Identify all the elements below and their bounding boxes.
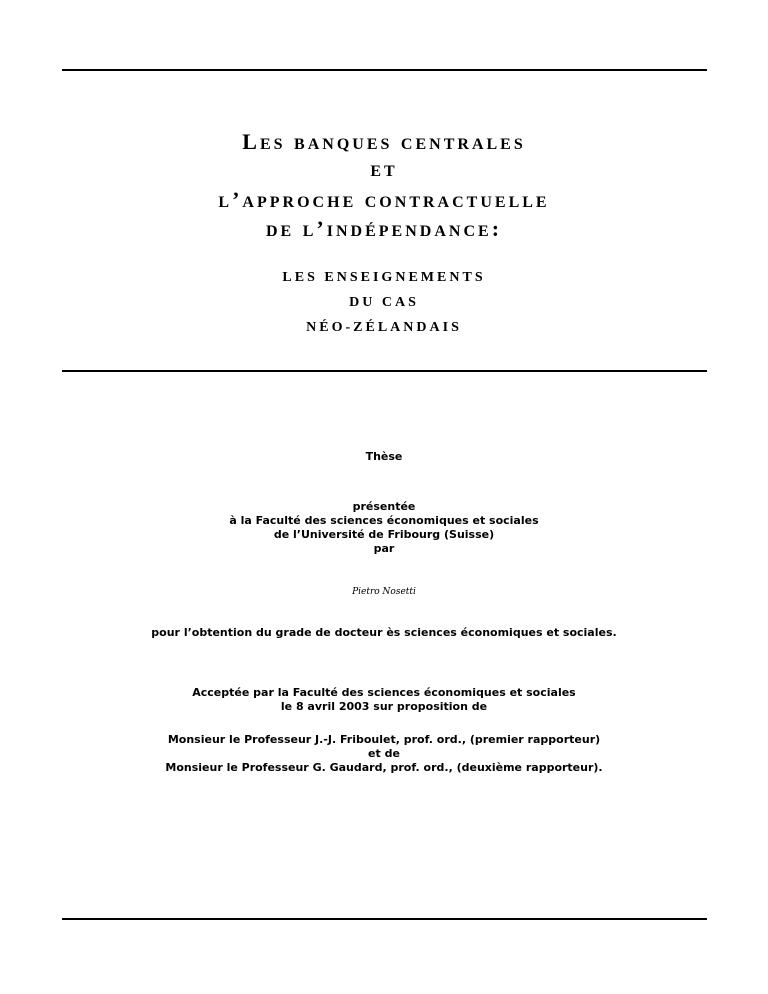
subtitle-line-3: NÉO-ZÉLANDAIS: [306, 320, 462, 335]
title-line-2: ET: [370, 163, 398, 180]
acceptance-block: [0, 686, 768, 714]
presentation-line-3: de l’Université de Fribourg (Suisse): [273, 528, 495, 541]
presentation-block: [0, 500, 768, 556]
thesis-label: Thèse: [365, 450, 403, 463]
acceptance-line-1: Acceptée par la Faculté des sciences économiques et sociales: [192, 686, 576, 699]
presentation-line-1: présentée: [352, 500, 416, 513]
subtitle: [0, 265, 768, 340]
top-divider: [62, 69, 707, 71]
bottom-divider: [62, 918, 707, 920]
presentation-line-2: à la Faculté des sciences économiques et sociales: [229, 514, 539, 527]
subtitle-line-1: LES ENSEIGNEMENTS: [282, 270, 486, 285]
reporter-line-2: et de: [368, 747, 400, 760]
reporter-line-3: Monsieur le Professeur G. Gaudard, prof. ord., (deuxième rapporteur).: [165, 761, 603, 774]
reporter-line-1: Monsieur le Professeur J.-J. Friboulet, prof. ord., (premier rapporteur): [167, 733, 601, 746]
title-line-3: L’APPROCHE CONTRACTUELLE: [218, 187, 550, 212]
degree-purpose: pour l’obtention du grade de docteur ès sciences économiques et sociales.: [151, 626, 617, 639]
title-line-1: LES BANQUES CENTRALES: [242, 129, 526, 154]
presentation-line-4: par: [373, 542, 395, 555]
title-line-4: DE L’INDÉPENDANCE:: [265, 216, 503, 241]
acceptance-line-2: le 8 avril 2003 sur proposition de: [280, 700, 488, 713]
main-title: [0, 127, 768, 243]
subtitle-line-2: DU CAS: [349, 295, 419, 310]
reporters-block: [0, 733, 768, 775]
middle-divider: [62, 370, 707, 372]
author-name: Pietro Nosetti: [352, 587, 416, 597]
